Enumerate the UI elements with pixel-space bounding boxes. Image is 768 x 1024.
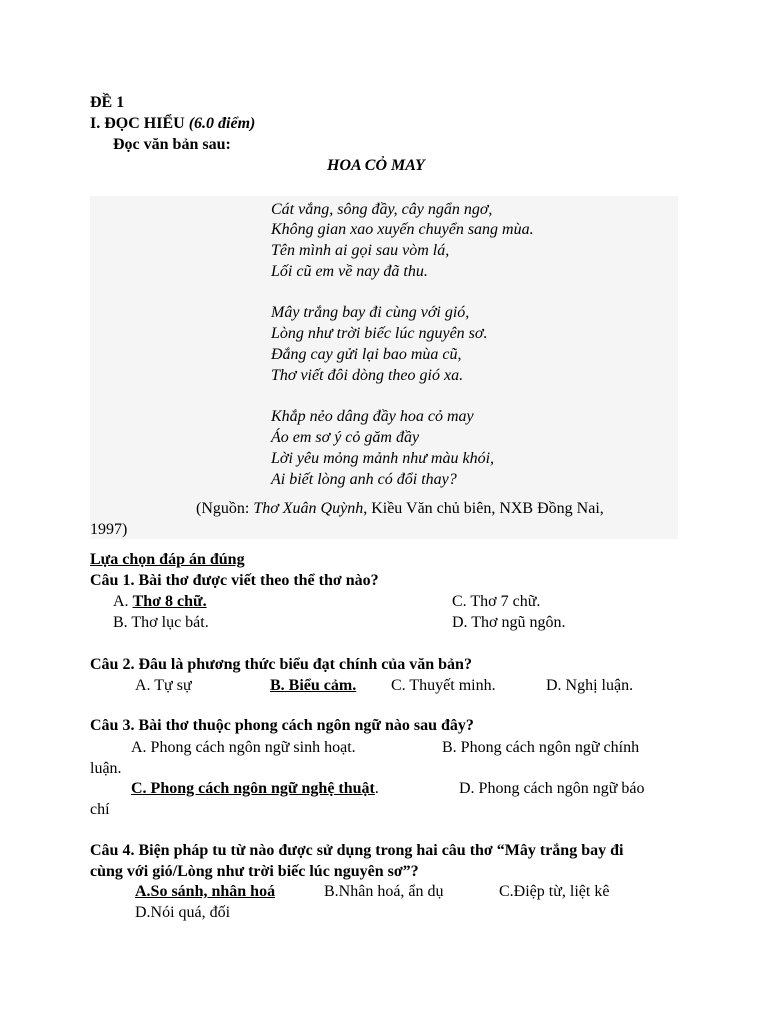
question-2-option-b: B. Biểu cảm. bbox=[270, 677, 357, 694]
exam-label: ĐỀ 1 bbox=[90, 94, 125, 111]
correct-answer: Thơ 8 chữ. bbox=[132, 593, 207, 610]
option-letter: A. bbox=[113, 593, 133, 610]
question-3-option-d: D. Phong cách ngôn ngữ báo bbox=[459, 780, 645, 797]
poem-line: Lời yêu mỏng mảnh như màu khói, bbox=[271, 450, 495, 467]
section-points: (6.0 điểm) bbox=[188, 115, 256, 132]
poem-line: Khắp nẻo dâng đầy hoa cỏ may bbox=[271, 408, 474, 425]
question-1-option-c: C. Thơ 7 chữ. bbox=[452, 593, 541, 610]
question-4-option-d: D.Nói quá, đối bbox=[135, 904, 231, 921]
task-heading: Lựa chọn đáp án đúng bbox=[90, 551, 245, 568]
question-3-option-a: A. Phong cách ngôn ngữ sinh hoạt. bbox=[131, 739, 356, 756]
question-3-option-d-cont: chí bbox=[90, 801, 110, 818]
source-work: Thơ Xuân Quỳnh bbox=[253, 500, 364, 517]
question-3-option-b-cont: luận. bbox=[90, 760, 122, 777]
poem-line: Ai biết lòng anh có đổi thay? bbox=[271, 471, 457, 488]
question-1-option-a bbox=[113, 592, 207, 613]
question-4-prompt-line-2: cùng với gió/Lòng như trời biếc lúc nguyên sơ”? bbox=[90, 863, 419, 880]
poem-line: Không gian xao xuyến chuyển sang mùa. bbox=[271, 221, 534, 238]
reading-instruction: Đọc văn bản sau: bbox=[113, 136, 231, 153]
section-heading bbox=[90, 114, 255, 135]
question-1-option-d: D. Thơ ngũ ngôn. bbox=[452, 614, 566, 631]
question-1-prompt: Câu 1. Bài thơ được viết theo thể thơ nào? bbox=[90, 572, 379, 589]
punctuation: . bbox=[374, 780, 379, 797]
question-2-option-d: D. Nghị luận. bbox=[546, 677, 634, 694]
question-2-prompt: Câu 2. Đâu là phương thức biểu đạt chính của văn bản? bbox=[90, 656, 472, 673]
poem-line: Lòng như trời biếc lúc nguyên sơ. bbox=[271, 325, 488, 342]
correct-answer: C. Phong cách ngôn ngữ nghệ thuật bbox=[131, 780, 375, 797]
poem-title: HOA CỎ MAY bbox=[327, 157, 425, 174]
question-2-option-c: C. Thuyết minh. bbox=[391, 677, 496, 694]
source-suffix: , Kiều Văn chủ biên, NXB Đồng Nai, bbox=[363, 500, 604, 517]
question-3-option-b: B. Phong cách ngôn ngữ chính bbox=[442, 739, 640, 756]
question-1-option-b: B. Thơ lục bát. bbox=[113, 614, 209, 631]
question-3-option-c bbox=[131, 779, 379, 800]
poem-line: Thơ viết đôi dòng theo gió xa. bbox=[271, 367, 464, 384]
question-2-option-a: A. Tự sự bbox=[135, 677, 192, 694]
question-4-option-a: A.So sánh, nhân hoá bbox=[135, 883, 276, 900]
section-title: I. ĐỌC HIỂU bbox=[90, 115, 185, 132]
question-4-option-b: B.Nhân hoá, ẩn dụ bbox=[324, 883, 444, 900]
question-4-option-c: C.Điệp từ, liệt kê bbox=[499, 883, 610, 900]
poem-line: Áo em sơ ý cỏ găm đầy bbox=[271, 429, 420, 446]
question-3-prompt: Câu 3. Bài thơ thuộc phong cách ngôn ngữ nào sau đây? bbox=[90, 717, 474, 734]
poem-source bbox=[196, 499, 604, 520]
poem-line: Lối cũ em về nay đã thu. bbox=[271, 263, 428, 280]
question-4-prompt-line-1: Câu 4. Biện pháp tu từ nào được sử dụng trong hai câu thơ “Mây trắng bay đi bbox=[90, 842, 624, 859]
poem-line: Mây trắng bay đi cùng với gió, bbox=[271, 304, 470, 321]
poem-line: Tên mình ai gọi sau vòm lá, bbox=[271, 242, 450, 259]
source-prefix: (Nguồn: bbox=[196, 500, 254, 517]
poem-line: Cát vắng, sông đầy, cây ngẩn ngơ, bbox=[271, 201, 493, 218]
source-year: 1997) bbox=[90, 521, 128, 538]
poem-line: Đắng cay gửi lại bao mùa cũ, bbox=[271, 346, 462, 363]
